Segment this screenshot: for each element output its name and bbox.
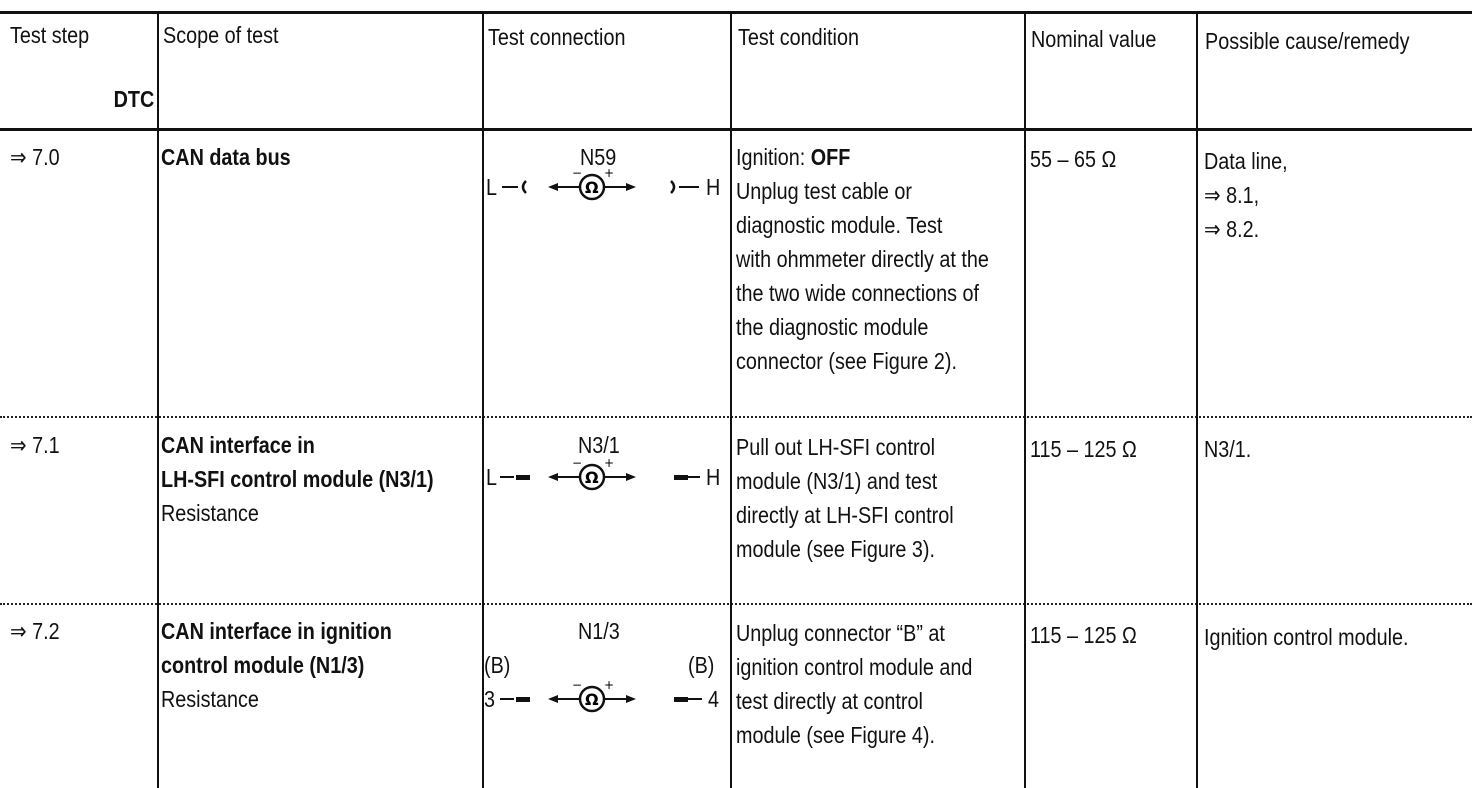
header-test-step: Test step <box>10 22 90 48</box>
header-connection: Test connection <box>488 24 626 50</box>
connection-diagram <box>484 142 730 212</box>
row-separator <box>0 603 1472 605</box>
column-rule <box>157 11 159 788</box>
condition-line: the diagnostic module <box>736 314 929 340</box>
condition-line: module (see Figure 4). <box>736 722 935 748</box>
scope-line: control module (N1/3) <box>161 652 365 678</box>
scope-line: CAN interface in ignition <box>161 618 392 644</box>
ohmmeter-icon <box>484 674 730 734</box>
condition-line: module (see Figure 3). <box>736 536 935 562</box>
condition-line: connector (see Figure 2). <box>736 348 957 374</box>
scope-line: CAN interface in <box>161 432 315 458</box>
svg-text:+: + <box>604 456 615 470</box>
row-condition <box>736 430 954 566</box>
scope-line: CAN data bus <box>161 144 291 170</box>
svg-text:Ω: Ω <box>585 690 599 709</box>
scope-line: Resistance <box>161 686 259 712</box>
row-condition <box>736 140 989 378</box>
header-nominal: Nominal value <box>1031 26 1157 52</box>
condition-line: Pull out LH-SFI control <box>736 434 935 460</box>
right-terminal-label: 4 <box>708 686 720 712</box>
condition-line: module (N3/1) and test <box>736 468 938 494</box>
row-separator <box>0 416 1472 418</box>
row-condition <box>736 616 972 752</box>
connection-diagram <box>484 430 730 500</box>
row-remedy <box>1204 432 1251 466</box>
scope-line: Resistance <box>161 500 259 526</box>
ohmmeter-icon <box>484 162 730 222</box>
header-scope: Scope of test <box>163 22 279 48</box>
condition-line: ignition control module and <box>736 654 973 680</box>
condition-line: Unplug connector “B” at <box>736 620 945 646</box>
svg-text:+: + <box>604 166 615 180</box>
right-terminal-label: H <box>706 464 721 490</box>
left-terminal-label: L <box>486 174 498 200</box>
row-scope <box>161 428 434 530</box>
right-terminal-label: H <box>706 174 721 200</box>
condition-line: diagnostic module. Test <box>736 212 943 238</box>
remedy-line: Ignition control module. <box>1204 624 1409 650</box>
remedy-line: ⇒ 8.1, <box>1204 182 1260 208</box>
component-label: N59 <box>580 144 617 170</box>
scope-line: LH-SFI control module (N3/1) <box>161 466 434 492</box>
remedy-line: Data line, <box>1204 148 1288 174</box>
left-terminal-label: 3 <box>484 686 496 712</box>
row-step: ⇒ 7.1 <box>10 432 60 458</box>
header-dtc: DTC <box>113 86 154 112</box>
row-remedy <box>1204 144 1288 246</box>
svg-text:−: − <box>572 678 583 692</box>
connection-diagram <box>484 616 730 726</box>
remedy-line: ⇒ 8.2. <box>1204 216 1260 242</box>
row-nominal: 115 – 125 Ω <box>1030 436 1137 462</box>
condition-line: Ignition: OFF <box>736 144 851 170</box>
row-scope <box>161 614 392 716</box>
component-label: N1/3 <box>578 618 620 644</box>
remedy-line: N3/1. <box>1204 436 1252 462</box>
condition-line: directly at LH-SFI control <box>736 502 954 528</box>
header-rule <box>0 128 1472 131</box>
column-rule <box>1024 11 1026 788</box>
condition-line: Unplug test cable or <box>736 178 912 204</box>
condition-line: with ohmmeter directly at the <box>736 246 989 272</box>
svg-text:−: − <box>572 456 583 470</box>
top-rule <box>0 11 1472 14</box>
row-step: ⇒ 7.2 <box>10 618 60 644</box>
row-scope <box>161 140 291 174</box>
row-nominal: 115 – 125 Ω <box>1030 622 1137 648</box>
row-remedy <box>1204 620 1409 654</box>
row-step: ⇒ 7.0 <box>10 144 60 170</box>
svg-text:−: − <box>572 166 583 180</box>
row-nominal: 55 – 65 Ω <box>1030 146 1117 172</box>
svg-text:Ω: Ω <box>585 468 599 487</box>
column-rule <box>730 11 732 788</box>
column-rule <box>1196 11 1198 788</box>
condition-line: test directly at control <box>736 688 923 714</box>
header-condition: Test condition <box>738 24 859 50</box>
header-remedy: Possible cause/remedy <box>1205 28 1410 54</box>
svg-text:Ω: Ω <box>585 178 599 197</box>
right-pin-label: (B) <box>688 652 715 678</box>
component-label: N3/1 <box>578 432 620 458</box>
condition-line: the two wide connections of <box>736 280 980 306</box>
svg-text:+: + <box>604 678 615 692</box>
ohmmeter-icon <box>484 452 730 512</box>
left-terminal-label: L <box>486 464 498 490</box>
left-pin-label: (B) <box>484 652 511 678</box>
